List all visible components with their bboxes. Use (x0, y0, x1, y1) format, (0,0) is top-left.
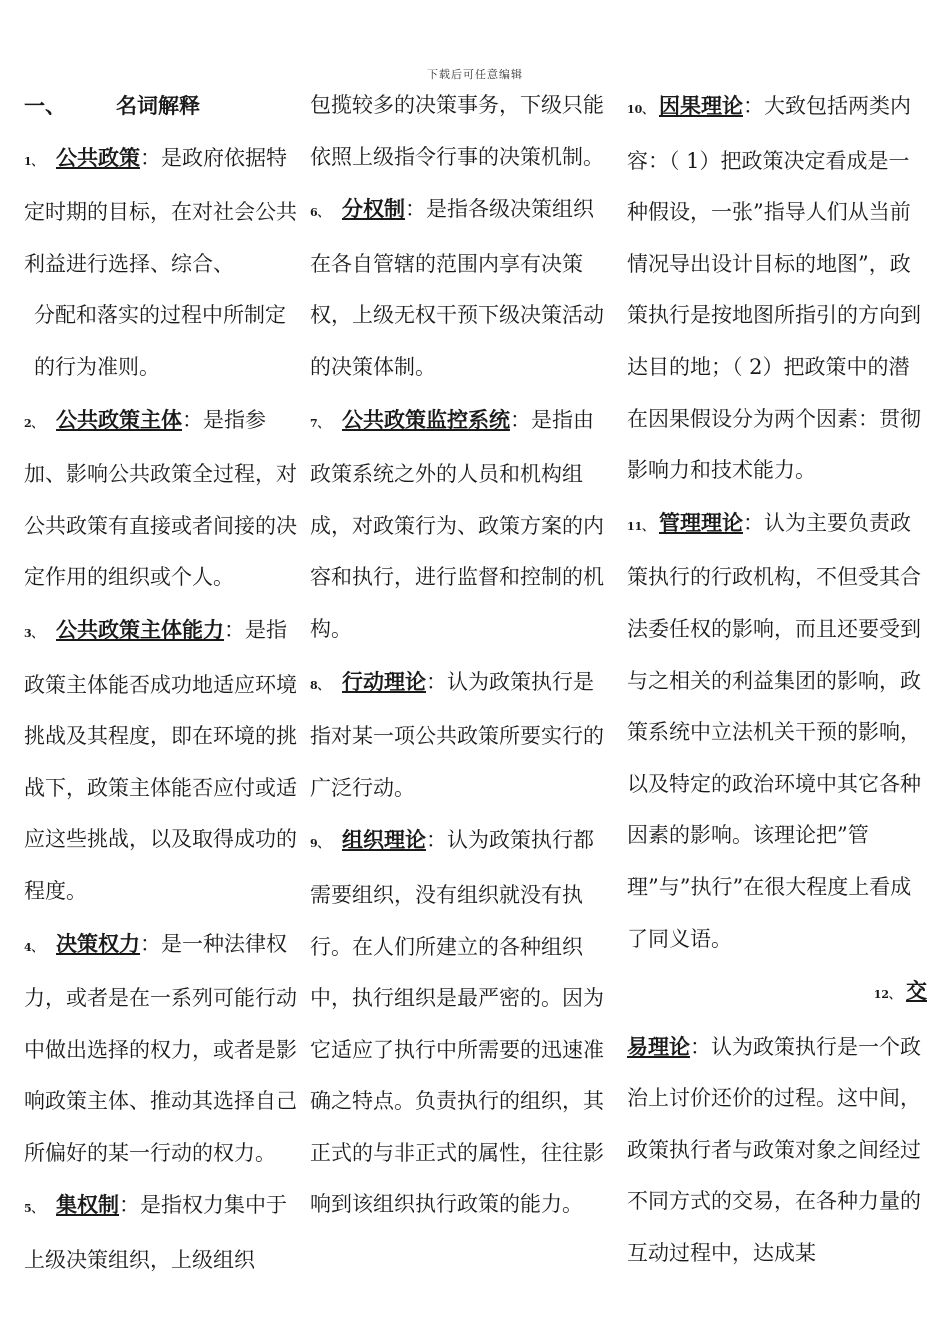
entry-text: 分配和落实的过程中所制定的行为准则。 (34, 303, 286, 379)
entry-3 (24, 604, 306, 918)
entry-9 (310, 814, 610, 1231)
entry-text: ：是指各级决策组织在各自管辖的范围内享有决策权，上级无权干预下级决策活动的决策体制。 (310, 197, 604, 379)
entry-5-continued (310, 80, 610, 183)
entry-number: 11、 (627, 519, 654, 533)
entry-number: 1、 (24, 154, 43, 168)
entry-term: 因果理论 (659, 93, 743, 118)
entry-4 (24, 918, 306, 1180)
entry-term: 管理理论 (659, 509, 743, 535)
entry-number: 6、 (310, 206, 329, 220)
entry-text: ：大致包括两类内容：（ 1）把政策决定看成是一种假设，一张”指导人们从当前情况导出设计目标的地图”，政策执行是按地图所指引的方向到达目的地；（ 2）把政策中的潜在因果假设分为两个因素：贯彻影响力和技术能力。 (627, 94, 921, 483)
entry-text: ：认为政策执行是一个政治上讨价还价的过程。这中间，政策执行者与政策对象之间经过不同方式的交易，在各种力量的互动过程中，达成某 (627, 1034, 921, 1266)
entry-text: ：认为政策执行是指对某一项公共政策所要实行的广泛行动。 (310, 669, 604, 800)
entry-term: 公共政策监控系统 (342, 406, 510, 432)
entry-number: 10、 (627, 103, 654, 116)
entry-12 (627, 1021, 927, 1280)
entry-6 (310, 183, 610, 393)
section-heading (24, 80, 306, 132)
entry-text: ：认为主要负责政策执行的行政机构，不但受其合法委任权的影响，而且还要受到与之相关的利益集团的影响，政策系统中立法机关干预的影响，以及特定的政治环境中其它各种因素的影响。该理论把”管理”与”执行”在很大程度上看成了同义语。 (627, 510, 921, 951)
entry-2 (24, 394, 306, 604)
section-number: 一、 (24, 93, 66, 118)
entry-1 (24, 132, 306, 291)
watermark-text: 下载后可任意编辑 (427, 68, 523, 81)
entry-term: 公共政策主体能力 (56, 616, 224, 642)
entry-text: ：是指由政策系统之外的人员和机构组成，对政策行为、政策方案的内容和执行，进行监督和控制的机构。 (310, 407, 604, 641)
entry-1-continued (24, 290, 306, 393)
column-2 (310, 80, 610, 1231)
entry-number: 5、 (24, 1202, 43, 1216)
entry-term: 决策权力 (56, 930, 140, 956)
entry-text: ：是政府依据特定时期的目标，在对社会公共利益进行选择、综合、 (24, 145, 297, 276)
entry-number: 12、 (873, 988, 900, 1002)
entry-7 (310, 394, 610, 656)
entry-text: ：是指政策主体能否成功地适应环境挑战及其程度，即在环境的挑战下，政策主体能否应付或适应这些挑战，以及取得成功的程度。 (24, 617, 297, 903)
entry-text: ：认为政策执行都需要组织，没有组织就没有执行。在人们所建立的各种组织中，执行组织是最严密的。因为它适应了执行中所需要的迅速准确之特点。负责执行的组织，其正式的与非正式的属性，往往影响到该组织执行政策的能力。 (310, 828, 604, 1217)
entry-number: 2、 (24, 416, 43, 430)
column-3 (627, 80, 927, 1280)
entry-text: ：是指权力集中于上级决策组织，上级组织 (24, 1193, 287, 1273)
entry-number: 3、 (24, 626, 43, 640)
entry-term: 交 (906, 978, 927, 1004)
entry-term: 行动理论 (342, 668, 426, 694)
entry-12-header (627, 965, 927, 1021)
entry-number: 4、 (24, 940, 43, 954)
entry-5 (24, 1179, 306, 1286)
entry-number: 8、 (310, 678, 329, 692)
entry-term: 组织理论 (342, 827, 426, 853)
entry-term: 分权制 (342, 196, 405, 222)
entry-text: 包揽较多的决策事务，下级只能依照上级指令行事的决策机制。 (310, 93, 604, 169)
section-title: 名词解释 (116, 93, 200, 118)
entry-term: 集权制 (56, 1192, 119, 1218)
entry-text: ：是指参加、影响公共政策全过程，对公共政策有直接或者间接的决定作用的组织或个人。 (24, 407, 297, 590)
entry-number: 9、 (310, 837, 329, 851)
entry-text: ：是一种法律权力，或者是在一系列可能行动中做出选择的权力，或者是影响政策主体、推动其选择自己所偏好的某一行动的权力。 (24, 931, 297, 1165)
entry-8 (310, 656, 610, 815)
entry-term: 公共政策主体 (56, 406, 182, 432)
entry-term: 公共政策 (56, 144, 140, 170)
entry-number: 7、 (310, 416, 329, 430)
column-1 (24, 80, 306, 1287)
entry-10 (627, 80, 927, 497)
entry-term: 易理论 (627, 1033, 690, 1059)
entry-11 (627, 497, 927, 965)
